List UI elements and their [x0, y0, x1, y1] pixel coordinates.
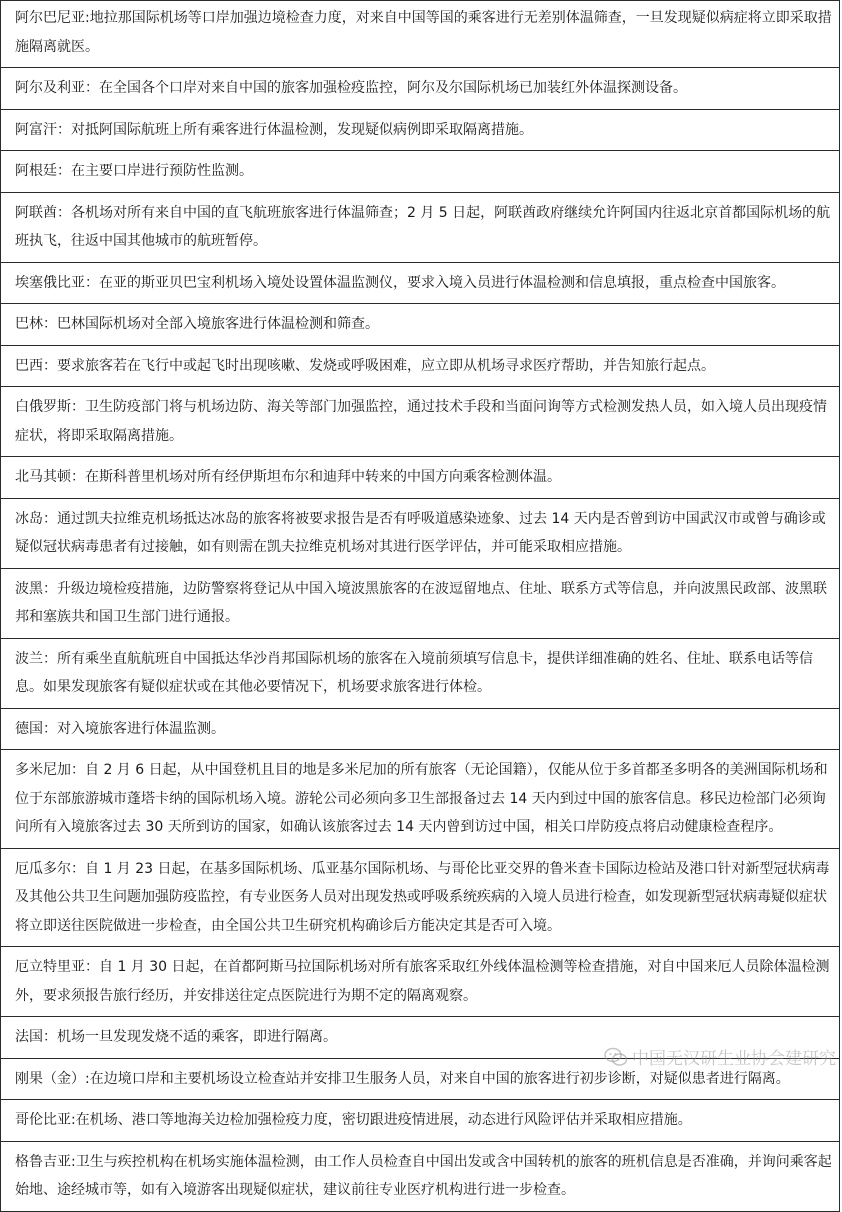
table-row: 白俄罗斯：卫生防疫部门将与机场边防、海关等部门加强监控，通过技术手段和当面问询等方式检测发热人员，如入境人员出现疫情症状，将即采取隔离措施。: [1, 386, 839, 456]
watermark-text: 中国无汉研生业协会建研究: [632, 1049, 836, 1069]
table-row: 阿尔巴尼亚:地拉那国际机场等口岸加强边境检查力度，对来自中国等国的乘客进行无差别体温筛查，一旦发现疑似病症将立即采取措施隔离就医。: [1, 0, 839, 67]
table-row: 巴林：巴林国际机场对全部入境旅客进行体温检测和筛查。: [1, 303, 839, 345]
table-row: 巴西：要求旅客若在飞行中或起飞时出现咳嗽、发烧或呼吸困难，应立即从机场寻求医疗帮助，并告知旅行起点。: [1, 345, 839, 387]
table-row: 厄瓜多尔：自 1 月 23 日起，在基多国际机场、瓜亚基尔国际机场、与哥伦比亚交界的鲁米查卡国际边检站及港口针对新型冠状病毒及其他公共卫生问题加强防疫监控，有专业医务人员对出现发热或呼吸系统疾病的入境人员进行检查，如发现新型冠状病毒疑似症状将立即送往医院做进一步检查，由全国公共卫生研究机构确诊后方能决定其是否可入境。: [1, 848, 839, 947]
table-row: 波黑：升级边境检疫措施，边防警察将登记从中国入境波黑旅客的在波逗留地点、住址、联系方式等信息，并向波黑民政部、波黑联邦和塞族共和国卫生部门进行通报。: [1, 568, 839, 638]
table-row: 刚果（金）:在边境口岸和主要机场设立检查站并安排卫生服务人员，对来自中国的旅客进行初步诊断，对疑似患者进行隔离。: [1, 1058, 839, 1100]
table-row: 多米尼加：自 2 月 6 日起，从中国登机且目的地是多米尼加的所有旅客（无论国籍），仅能从位于多首都圣多明各的美洲国际机场和位于东部旅游城市蓬塔卡纳的国际机场入境。游轮公司必须向多卫生部报备过去 14 天内到过中国的旅客信息。移民边检部门必须询问所有入境旅客过去 30 天所到访的国家，如确认该旅客过去 14 天内曾到访过中国，相关口岸防疫点将启动健康检查程序。: [1, 749, 839, 848]
table-row: 哥伦比亚:在机场、港口等地海关边检加强检疫力度，密切跟进疫情进展，动态进行风险评估并采取相应措施。: [1, 1099, 839, 1141]
table-row: 德国：对入境旅客进行体温监测。: [1, 708, 839, 750]
table-row: 冰岛：通过凯夫拉维克机场抵达冰岛的旅客将被要求报告是否有呼吸道感染迹象、过去 14 天内是否曾到访中国武汉市或曾与确诊或疑似冠状病毒患者有过接触，如有则需在凯夫拉维克机场对其进行医学评估，并可能采取相应措施。: [1, 498, 839, 568]
table-row: 埃塞俄比亚：在亚的斯亚贝巴宝利机场入境处设置体温监测仪，要求入境入员进行体温检测和信息填报，重点检查中国旅客。: [1, 262, 839, 304]
table-row: 格鲁吉亚:卫生与疾控机构在机场实施体温检测，由工作人员检查自中国出发或含中国转机的旅客的班机信息是否准确，并询问乘客起始地、途经城市等，如有入境游客出现疑似症状，建议前往专业医疗机构进行进一步检查。: [1, 1141, 839, 1211]
table-row: 波兰：所有乘坐直航航班自中国抵达华沙肖邦国际机场的旅客在入境前须填写信息卡，提供详细准确的姓名、住址、联系电话等信息。如果发现旅客有疑似症状或在其他必要情况下，机场要求旅客进行体检。: [1, 638, 839, 708]
table-row: 阿尔及利亚：在全国各个口岸对来自中国的旅客加强检疫监控，阿尔及尔国际机场已加装红外体温探测设备。: [1, 67, 839, 109]
table-row: 阿根廷：在主要口岸进行预防性监测。: [1, 150, 839, 192]
table-row: 厄立特里亚：自 1 月 30 日起，在首都阿斯马拉国际机场对所有旅客采取红外线体温检测等检查措施，对自中国来厄人员除体温检测外，要求须报告旅行经历，并安排送往定点医院进行为期不定的隔离观察。: [1, 946, 839, 1016]
table-row: 阿联酋：各机场对所有来自中国的直飞航班旅客进行体温筛查；2 月 5 日起，阿联酋政府继续允许阿国内往返北京首都国际机场的航班执飞，往返中国其他城市的航班暂停。: [1, 192, 839, 262]
table-row: 法国：机场一旦发现发烧不适的乘客，即进行隔离。: [1, 1016, 839, 1058]
table-row: 北马其顿：在斯科普里机场对所有经伊斯坦布尔和迪拜中转来的中国方向乘客检测体温。: [1, 456, 839, 498]
table-row: 阿富汗：对抵阿国际航班上所有乘客进行体温检测，发现疑似病例即采取隔离措施。: [1, 109, 839, 151]
